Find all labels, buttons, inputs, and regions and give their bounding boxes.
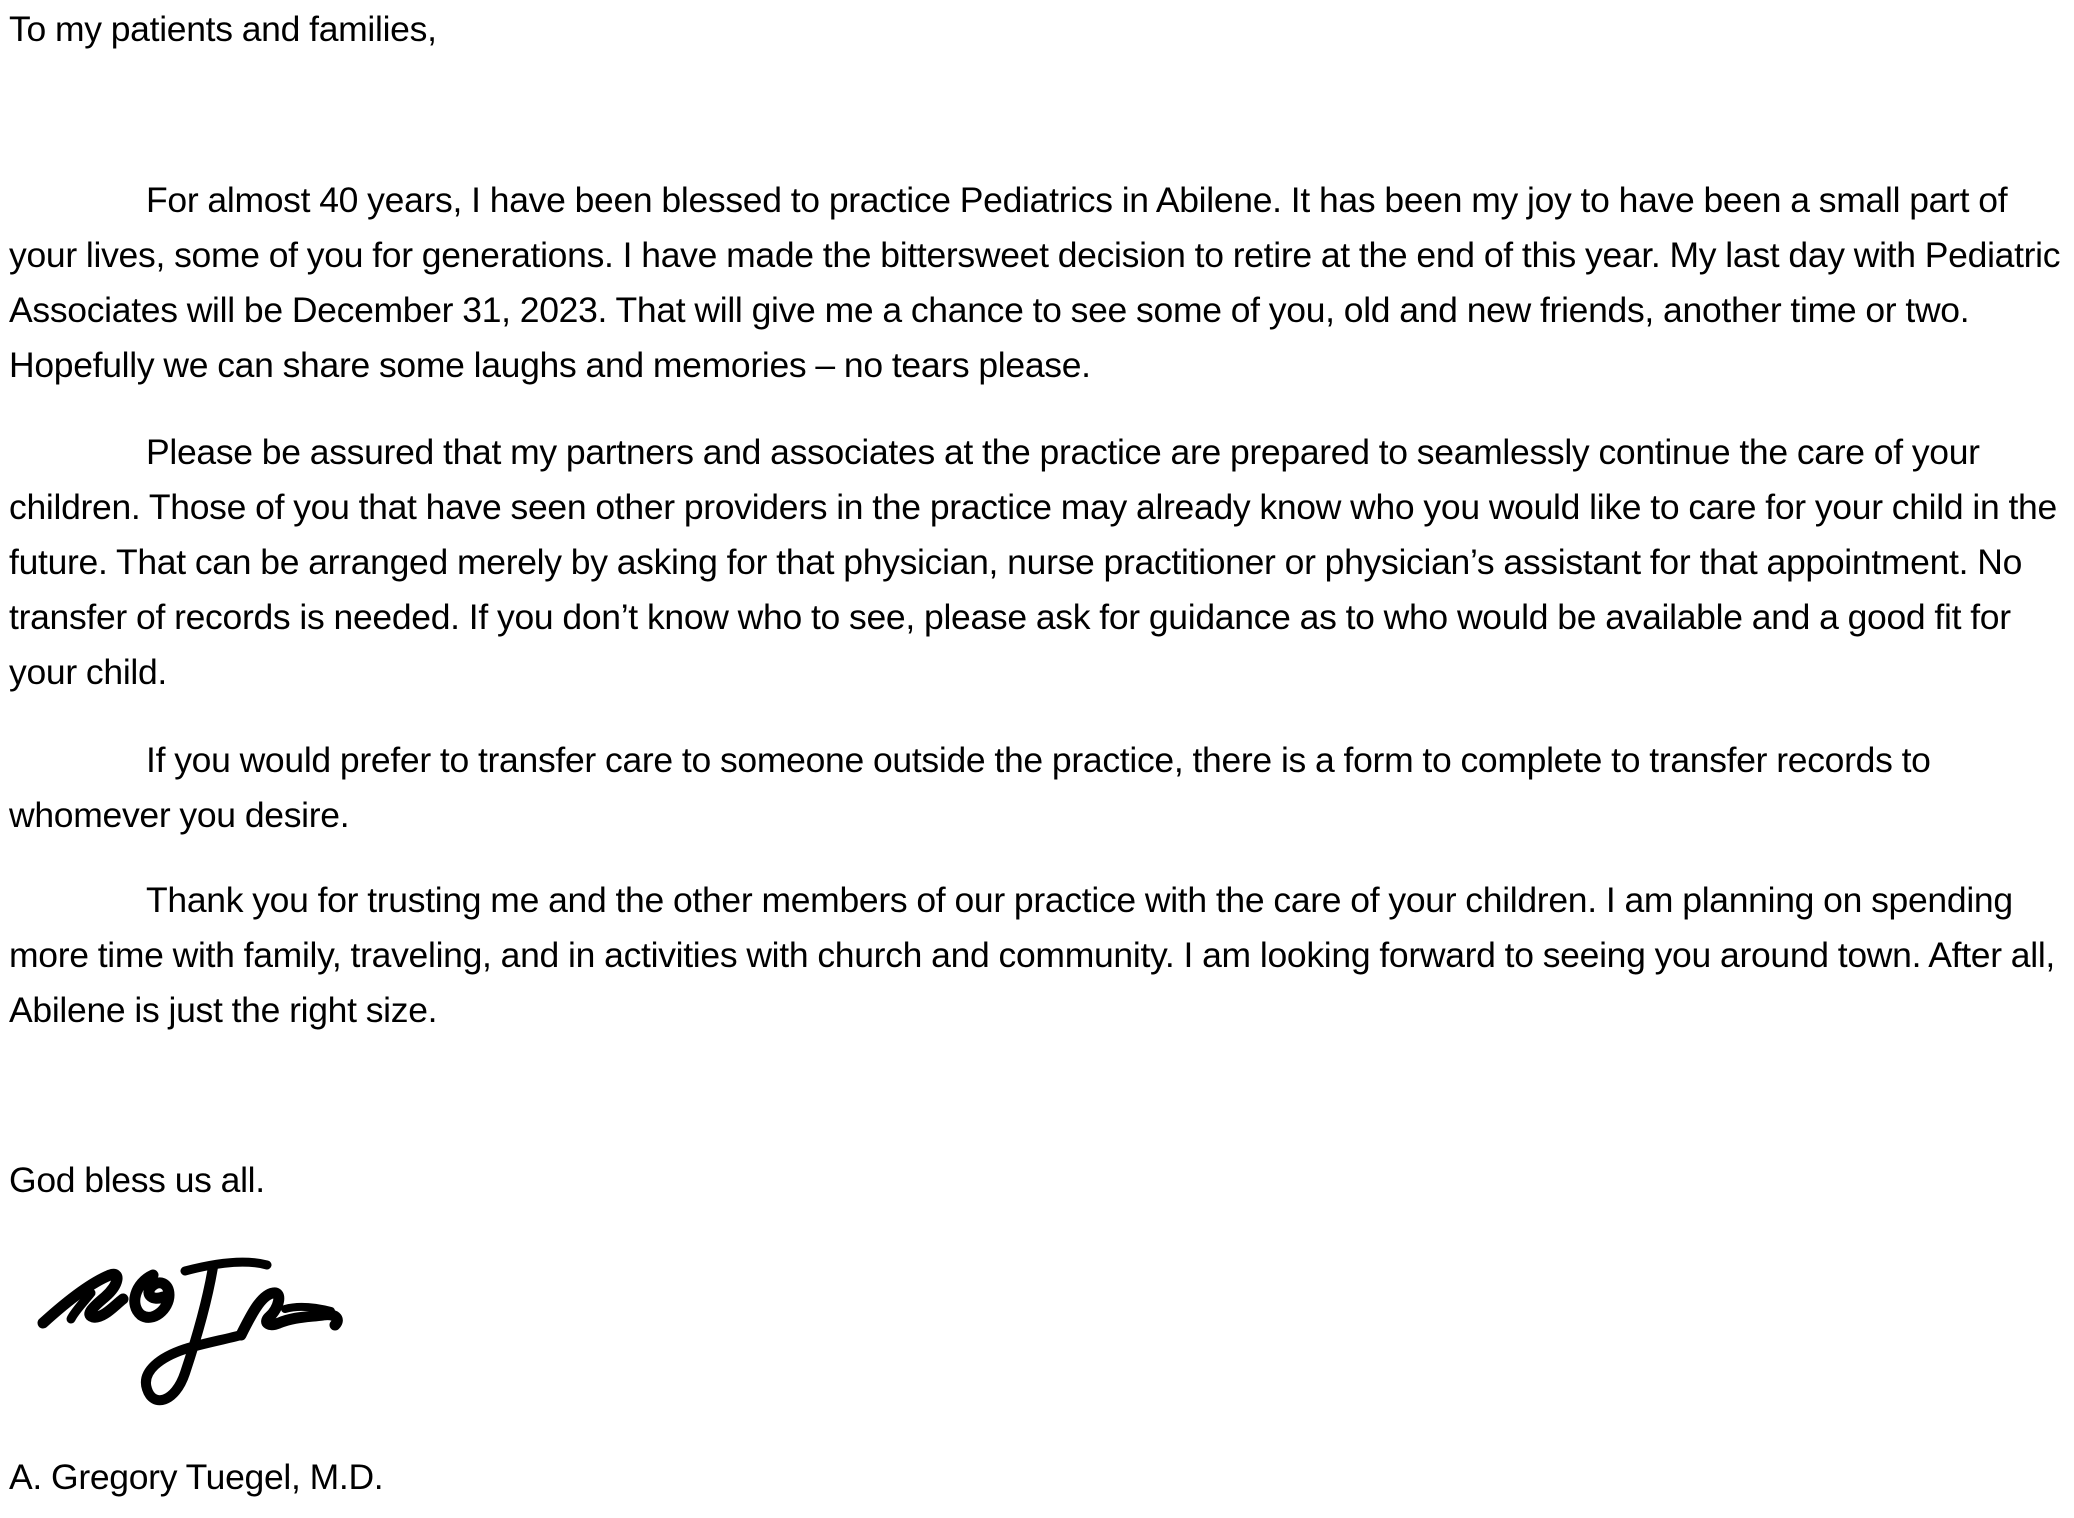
handwritten-signature	[35, 1253, 365, 1413]
paragraph-continuity-of-care: Please be assured that my partners and associates at the practice are prepared to seamlessly continue the care of your children. Those of you that have seen other providers in the practice may already know who you would like to care for your child in the future. That can be arranged merely by asking for that physician, nurse practitioner or physician’s assistant for that appointment. No transfer of records is needed. If you don’t know who to see, please ask for guidance as to who would be available and a good fit for your child.	[9, 432, 2057, 692]
paragraph-transfer-records: If you would prefer to transfer care to someone outside the practice, there is a form to complete to transfer records to whomever you desire.	[9, 740, 1931, 835]
paragraph-thank-you: Thank you for trusting me and the other members of our practice with the care of your children. I am planning on spending more time with family, traveling, and in activities with church and community. I am looking forward to seeing you around town. After all, Abilene is just the right size.	[9, 880, 2055, 1030]
signer-name: A. Gregory Tuegel, M.D.	[9, 1457, 384, 1497]
paragraph-retirement-announcement: For almost 40 years, I have been blessed to practice Pediatrics in Abilene. It has been my joy to have been a small part of your lives, some of you for generations. I have made the bittersweet decision to retire at the end of this year. My last day with Pediatric Associates will be December 31, 2023. That will give me a chance to see some of you, old and new friends, another time or two. Hopefully we can share some laughs and memories – no tears please.	[9, 180, 2061, 385]
salutation: To my patients and families,	[9, 9, 437, 49]
closing-line: God bless us all.	[9, 1160, 265, 1200]
